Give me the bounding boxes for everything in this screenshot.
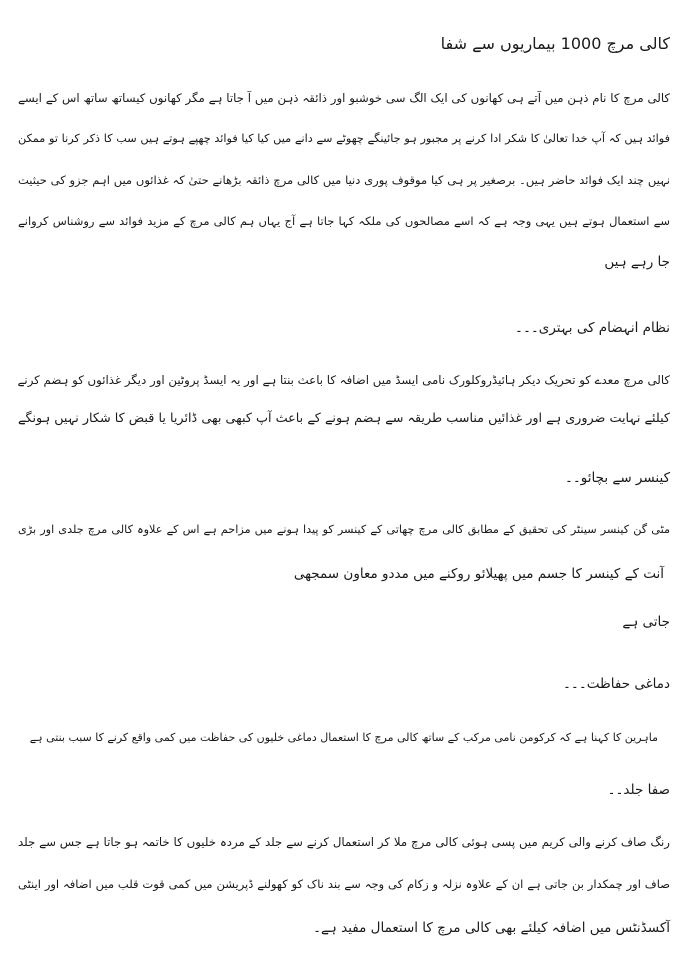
section-body-skin xyxy=(18,832,670,938)
section-body-digestion xyxy=(18,370,670,429)
section-line: آنت کے کینسر کا جسم میں پھیلائو روکنے میں مددو معاون سمجھی xyxy=(293,566,664,582)
section-line: مٹی گن کینسر سینٹر کی تحقیق کے مطابق کالی مرچ چھاتی کے کینسر کو پیدا ہونے میں مزاحم ہے اس کے علاوہ کالی مرچ جلدی اور بڑی xyxy=(18,523,670,536)
section-body-cancer xyxy=(18,520,670,632)
intro-line: نہیں چند ایک فوائد حاضر ہیں۔ برصغیر پر ہی کیا موقوف پوری دنیا میں کالی مرچ ذائقہ بڑھانے حتیٰ کہ غذائوں میں اہم جزو کی حیثیت xyxy=(18,173,670,187)
section-body-brain xyxy=(18,728,670,748)
section-heading: صفا جلد۔۔ xyxy=(607,782,670,798)
intro-line: کالی مرچ کا نام ذہن میں آتے ہی کھانوں کی ایک الگ سی خوشبو اور ذائقہ ذہن میں آ جاتا ہے مگر کھانوں کیساتھ ساتھ اس کے ایسے xyxy=(18,91,670,105)
section-line: آکسڈنٹس میں اضافہ کیلئے بھی کالی مرچ کا استعمال مفید ہے۔ xyxy=(313,920,670,936)
section-heading-cancer xyxy=(18,468,670,488)
section-line: ماہرین کا کہنا ہے کہ کرکومن نامی مرکب کے ساتھ کالی مرچ کا استعمال دماغی خلیوں کی حفاظت میں کمی واقع کرنے کا سبب بنتی ہے xyxy=(29,731,658,744)
intro-line: جا رہے ہیں xyxy=(604,254,670,270)
section-line: صاف اور چمکدار بن جاتی ہے ان کے علاوہ نزلہ و زکام کی وجہ سے بند ناک کو کھولنے ڈپریشن میں کمی قوت قلب میں اضافہ اور اینٹی xyxy=(18,877,670,891)
section-heading-digestion xyxy=(18,318,670,338)
section-heading: کینسر سے بچائو۔۔ xyxy=(564,470,670,486)
section-heading-brain xyxy=(18,674,670,694)
intro-line: سے استعمال ہوتے ہیں یہی وجہ ہے کہ اسے مصالحوں کی ملکہ کہا جاتا ہے آج یہاں ہم کالی مرچ کے مزید فوائد سے روشناس کروانے xyxy=(18,214,670,228)
section-line: کالی مرچ معدے کو تحریک دیکر ہائیڈروکلورک نامی ایسڈ میں اضافہ کا باعث بنتا ہے اور یہ ایسڈ پروٹین اور دیگر غذائوں کو ہضم کرنے xyxy=(17,373,670,387)
section-heading: نظام انہضام کی بہتری۔۔۔ xyxy=(515,320,670,336)
section-line: کیلئے نہایت ضروری ہے اور غذائیں مناسب طریقہ سے ہضم ہونے کے باعث آپ کبھی بھی ڈائریا یا قبض کا شکار نہیں ہونگے xyxy=(18,411,670,426)
section-heading: دماغی حفاظت۔۔۔ xyxy=(563,676,670,692)
section-heading-skin xyxy=(18,780,670,800)
intro-paragraph xyxy=(18,88,670,272)
section-line: جاتی ہے xyxy=(622,614,670,630)
intro-line: فوائد ہیں کہ آپ خدا تعالیٰ کا شکر ادا کرنے پر مجبور ہو جائینگے چھوٹے سے دانے میں کیا کیا فوائد چھپے ہوتے ہیں سب کا ذکر کرنا تو ممکن xyxy=(18,132,670,145)
section-line: رنگ صاف کرنے والی کریم میں پسی ہوئی کالی مرچ ملا کر استعمال کرنے سے جلد کے مردہ خلیوں کا خاتمہ ہو جاتا ہے جس سے جلد xyxy=(18,835,670,849)
article-title: کالی مرچ 1000 بیماریوں سے شفا xyxy=(440,34,670,53)
